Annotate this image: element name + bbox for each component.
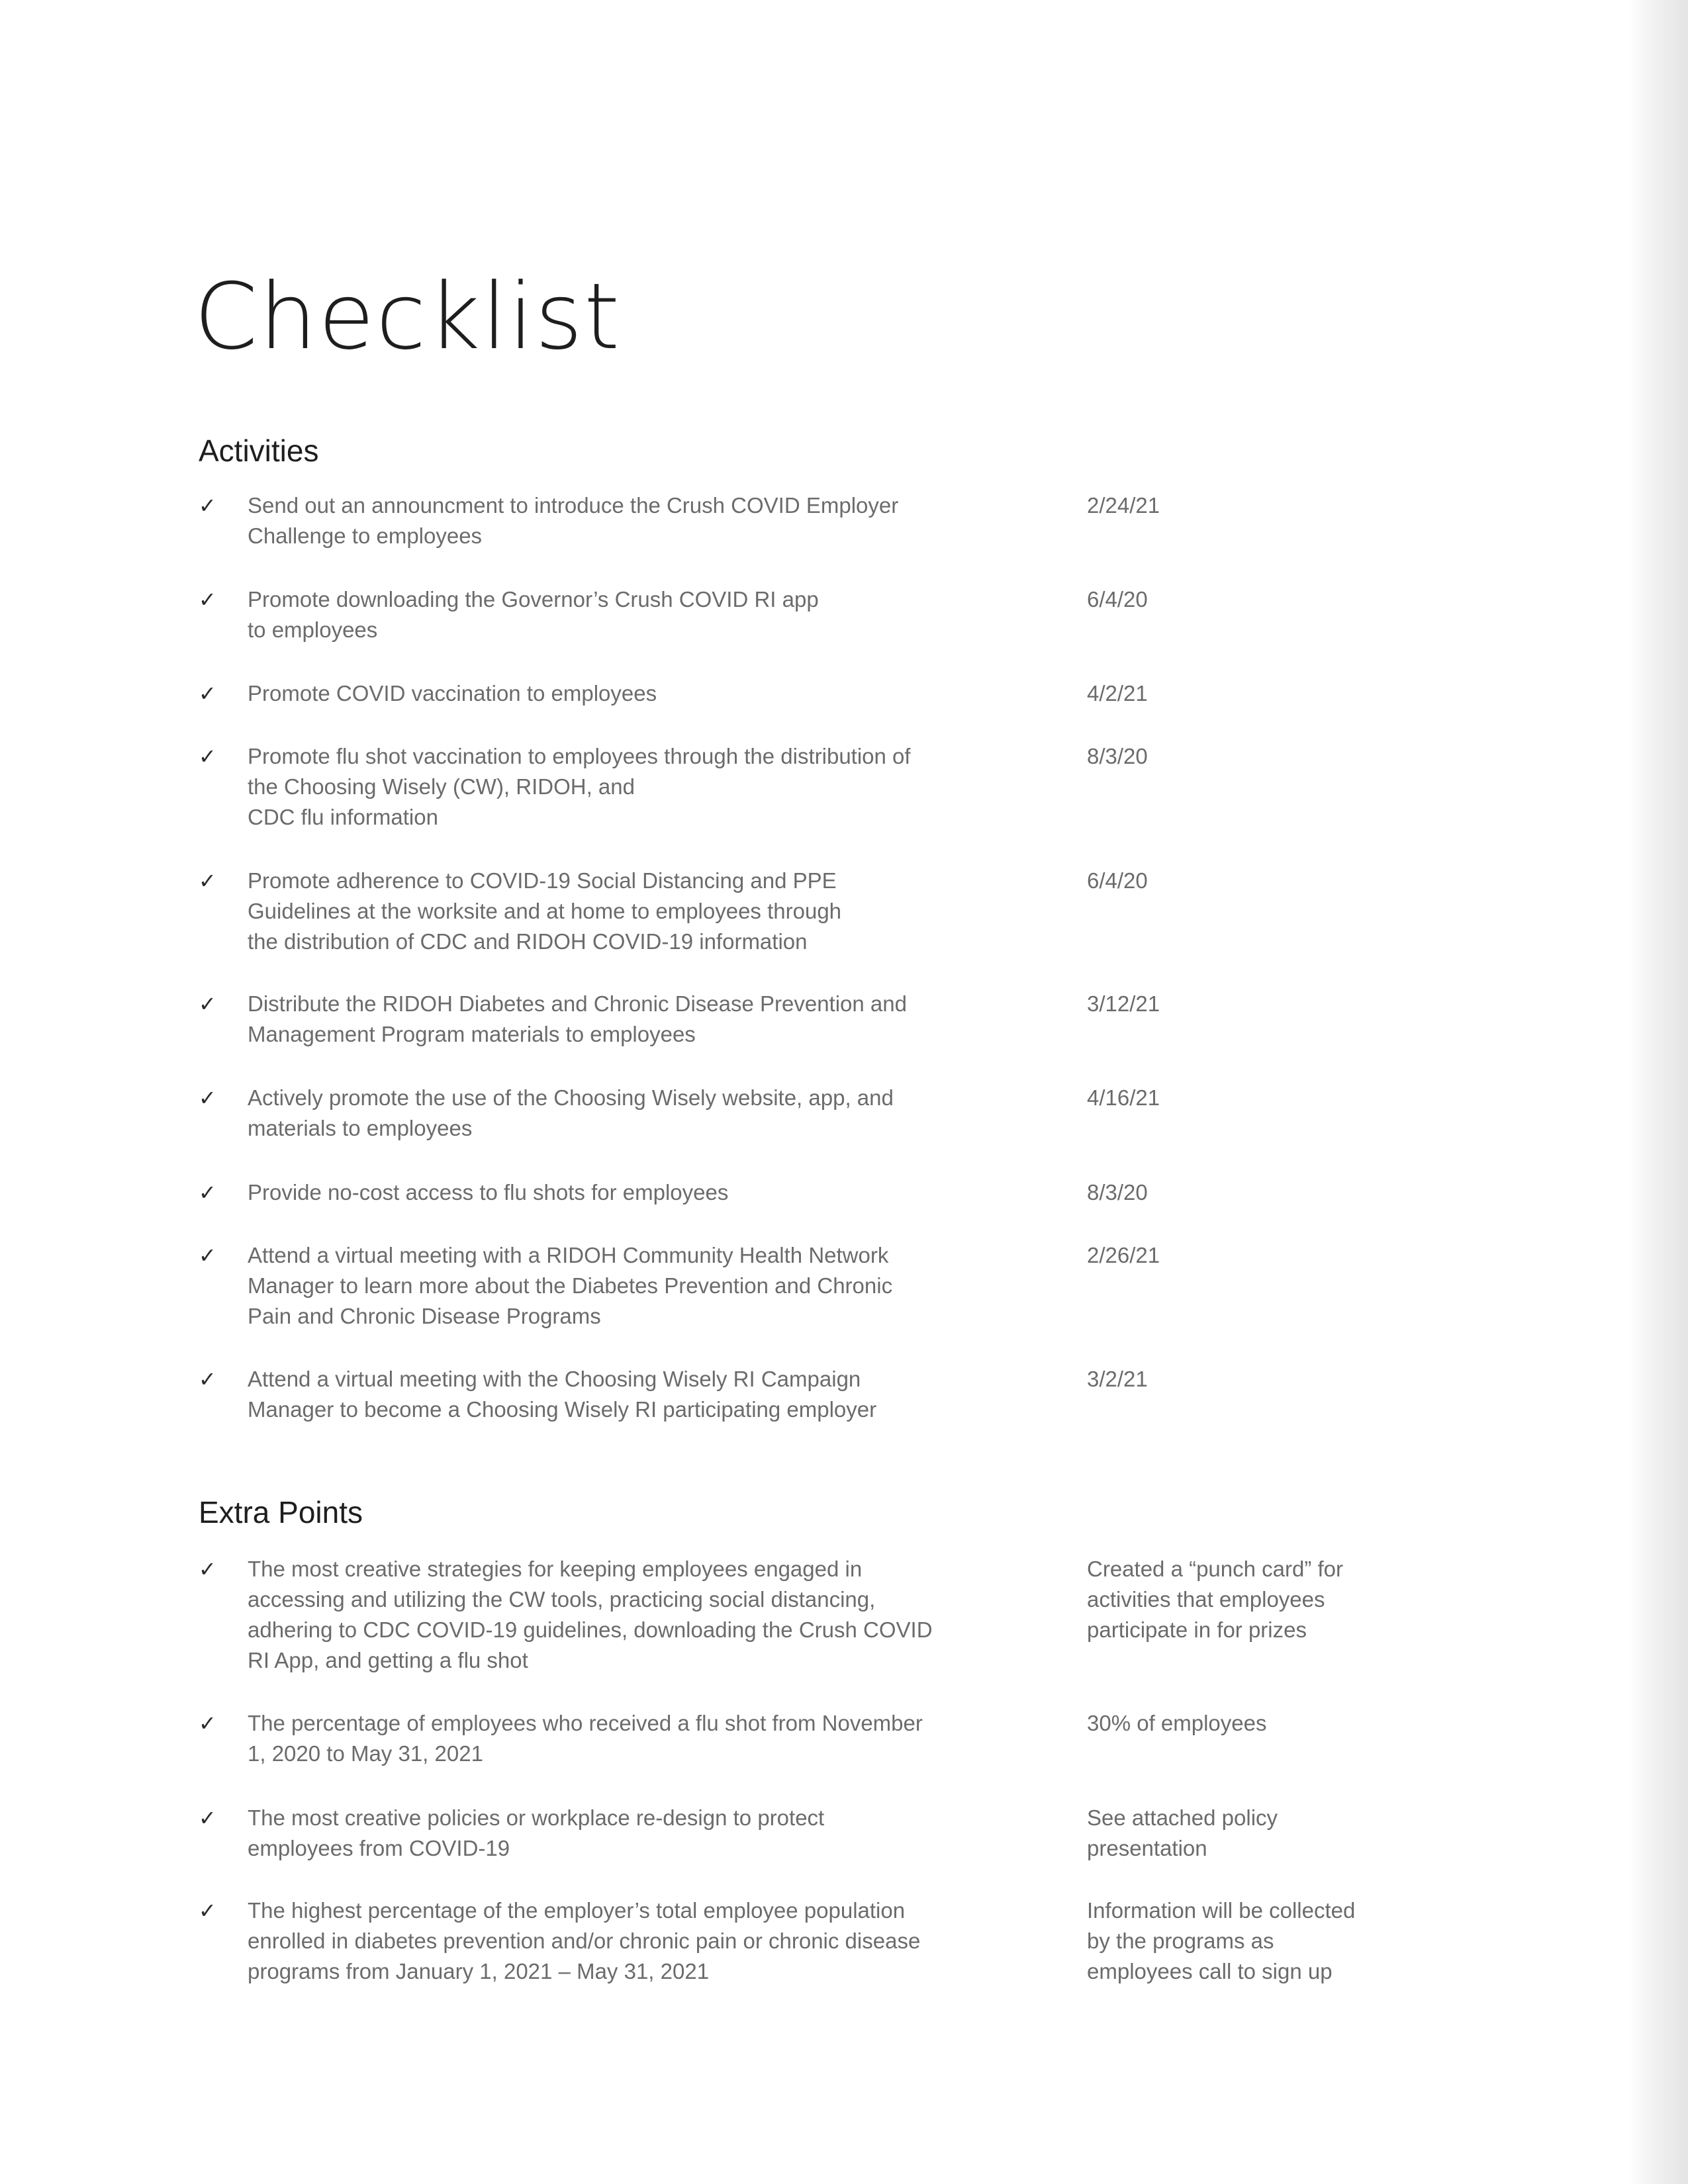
activity-date: 4/2/21 — [1087, 681, 1148, 705]
extra-points-text: The most creative strategies for keeping employees engaged in accessing and utilizing the CW tools, practicing social distancing, adhering to CDC COVID-19 guidelines, downloading the Crush COVID RI App, and getting a flu shot — [248, 1557, 933, 1672]
checkmark-icon: ✓ — [199, 1805, 216, 1831]
checkmark-icon: ✓ — [199, 681, 216, 706]
activity-text: Actively promote the use of the Choosing Wisely website, app, and materials to employees — [248, 1085, 894, 1140]
extra-points-response: Information will be collected by the programs as employees call to sign up — [1087, 1898, 1356, 1983]
checkmark-icon: ✓ — [199, 1085, 216, 1111]
activity-date: 3/12/21 — [1087, 991, 1160, 1016]
page-edge-shadow — [1628, 0, 1688, 2184]
activity-text: Promote adherence to COVID-19 Social Distancing and PPE Guidelines at the worksite and at home to employees through the distribution of CDC and RIDOH COVID-19 information — [248, 868, 842, 954]
activity-text: Promote COVID vaccination to employees — [248, 681, 657, 705]
checkmark-icon: ✓ — [199, 1557, 216, 1582]
checkmark-icon: ✓ — [199, 1711, 216, 1736]
extra-points-text: The highest percentage of the employer’s total employee population enrolled in diabetes prevention and/or chronic pain or chronic disease programs from January 1, 2021 – May 31, 2021 — [248, 1898, 921, 1983]
extra-points-response: Created a “punch card” for activities that employees participate in for prizes — [1087, 1557, 1344, 1642]
checkmark-icon: ✓ — [199, 493, 216, 518]
activity-date: 8/3/20 — [1087, 744, 1148, 768]
page-title: Checklist — [194, 263, 622, 370]
activity-date: 2/26/21 — [1087, 1243, 1160, 1267]
checkmark-icon: ✓ — [199, 1243, 216, 1268]
activity-text: Attend a virtual meeting with a RIDOH Community Health Network Manager to learn more about the Diabetes Prevention and Chronic Pain and Chronic Disease Programs — [248, 1243, 893, 1328]
activity-text: Send out an announcment to introduce the Crush COVID Employer Challenge to employees — [248, 493, 899, 548]
checkmark-icon: ✓ — [199, 991, 216, 1017]
activity-date: 4/16/21 — [1087, 1085, 1160, 1110]
extra-points-response: See attached policy presentation — [1087, 1805, 1278, 1860]
checkmark-icon: ✓ — [199, 587, 216, 612]
activity-text: Attend a virtual meeting with the Choosing Wisely RI Campaign Manager to become a Choosing Wisely RI participating employer — [248, 1367, 877, 1422]
activity-text: Promote downloading the Governor’s Crush COVID RI app to employees — [248, 587, 819, 642]
activities-heading: Activities — [199, 433, 319, 468]
activity-date: 6/4/20 — [1087, 587, 1148, 612]
activity-date: 8/3/20 — [1087, 1180, 1148, 1205]
checkmark-icon: ✓ — [199, 1898, 216, 1923]
checkmark-icon: ✓ — [199, 1180, 216, 1205]
activity-text: Promote flu shot vaccination to employees through the distribution of the Choosing Wisely (CW), RIDOH, and CDC flu information — [248, 744, 911, 829]
extra-points-text: The percentage of employees who received a flu shot from November 1, 2020 to May 31, 2021 — [248, 1711, 923, 1766]
checkmark-icon: ✓ — [199, 1367, 216, 1392]
extra-points-heading: Extra Points — [199, 1495, 363, 1529]
activity-text: Distribute the RIDOH Diabetes and Chronic Disease Prevention and Management Program materials to employees — [248, 991, 907, 1046]
checkmark-icon: ✓ — [199, 868, 216, 893]
activity-date: 2/24/21 — [1087, 493, 1160, 518]
extra-points-text: The most creative policies or workplace re-design to protect employees from COVID-19 — [248, 1805, 825, 1860]
activity-date: 6/4/20 — [1087, 868, 1148, 893]
activity-date: 3/2/21 — [1087, 1367, 1148, 1391]
activity-text: Provide no-cost access to flu shots for employees — [248, 1180, 729, 1205]
extra-points-response: 30% of employees — [1087, 1711, 1267, 1735]
checkmark-icon: ✓ — [199, 744, 216, 769]
